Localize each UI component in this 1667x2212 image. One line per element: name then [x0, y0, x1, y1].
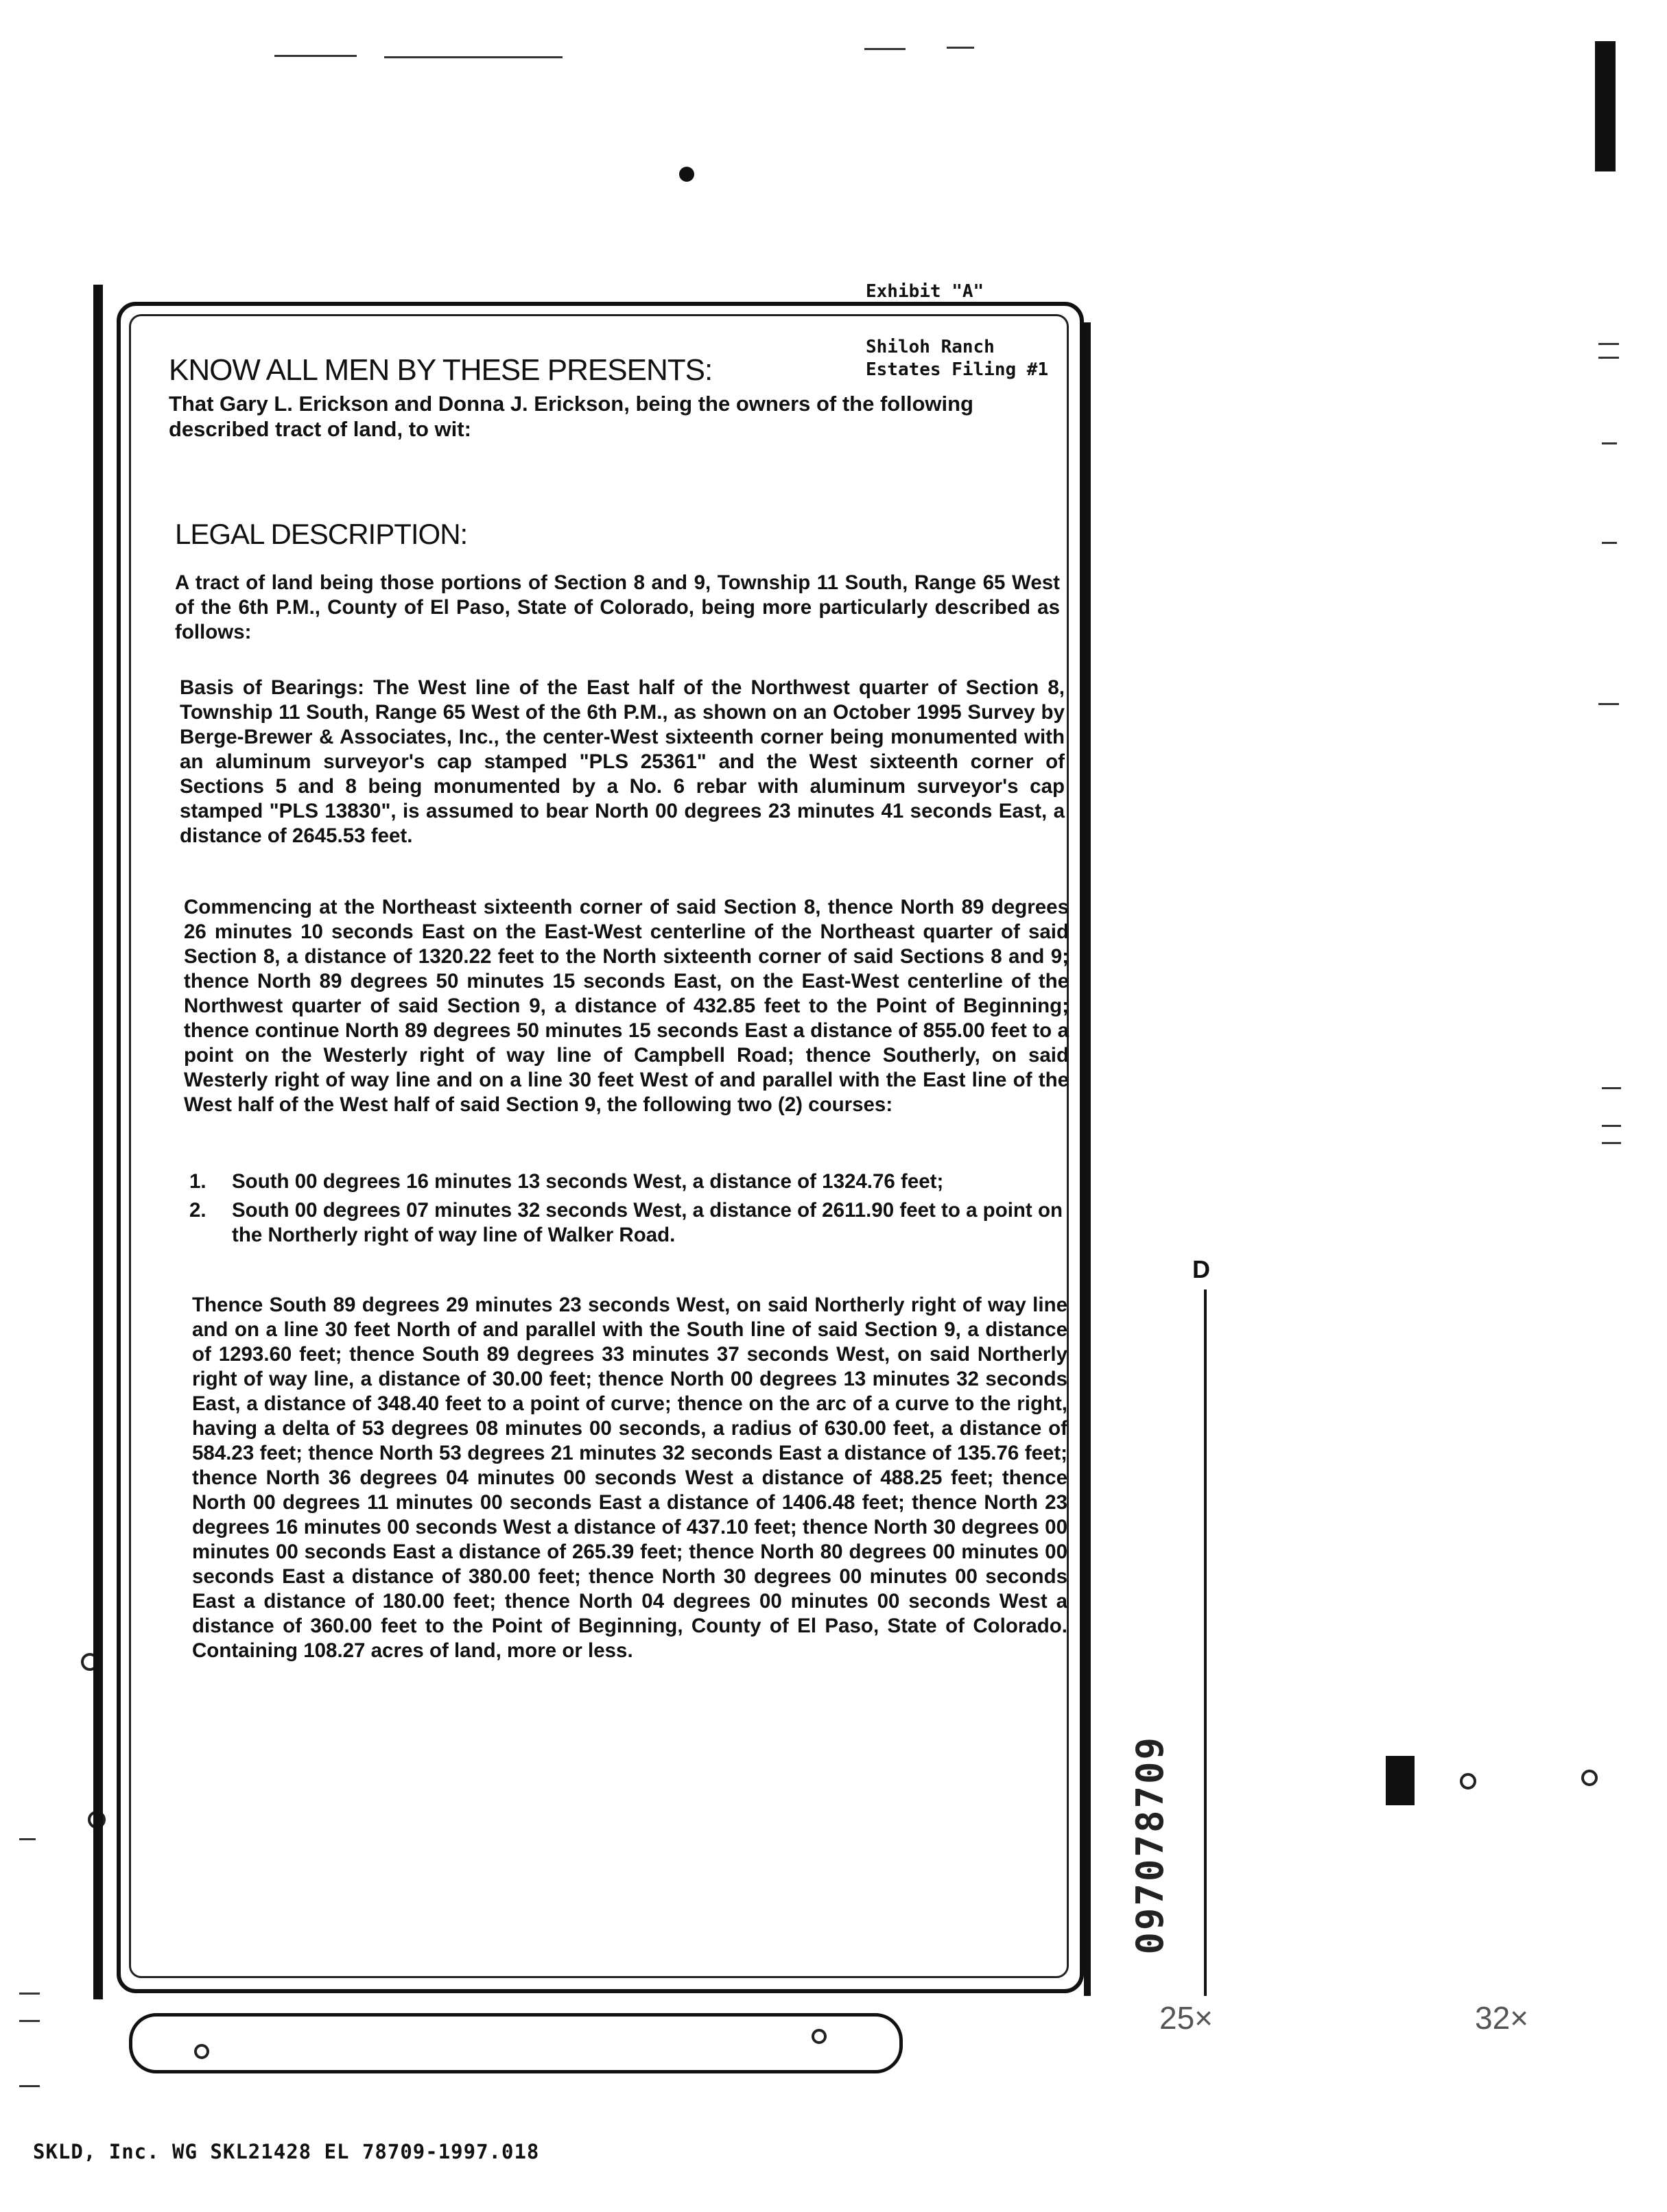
punch-hole-mark	[1581, 1770, 1598, 1786]
course-text: South 00 degrees 16 minutes 13 seconds West, a distance of 1324.76 feet;	[232, 1170, 944, 1193]
margin-rule	[1204, 1289, 1207, 1996]
punch-hole-mark	[1460, 1773, 1476, 1789]
legal-description-heading: LEGAL DESCRIPTION:	[175, 518, 468, 550]
scan-artifact-dash	[1598, 357, 1619, 359]
scan-artifact-dash	[19, 1993, 40, 1995]
thence-paragraph: Thence South 89 degrees 29 minutes 23 seconds West, on said Northerly right of way line and on a line 30 feet North of and parallel with the South line of said Section 9, a distance of 1293.60 feet; thence South 89 degrees 33 minutes 37 seconds West, on said Northerly right of way line, a distance of 30.00 feet; thence North 00 degrees 13 minutes 32 seconds East, a distance of 348.40 feet to a point of curve; thence on the arc of a curve to the right, having a delta of 53 degrees 08 minutes 00 seconds, a radius of 630.00 feet, a distance of 584.23 feet; thence North 53 degrees 21 minutes 32 seconds East a distance of 135.76 feet; thence North 36 degrees 04 minutes 00 seconds West a distance of 488.25 feet; thence North 00 degrees 11 minutes 00 seconds East a distance of 1406.48 feet; thence North 23 degrees 16 minutes 00 seconds West a distance of 437.10 feet; thence North 30 degrees 00 minutes 00 seconds East a distance of 265.39 feet; thence North 80 degrees 00 minutes 00 seconds East a distance of 380.00 feet; thence North 30 degrees 00 minutes 00 seconds East a distance of 180.00 feet; thence North 04 degrees 00 minutes 00 seconds West a distance of 360.00 feet to the Point of Beginning, County of El Paso, State of Colorado. Containing 108.27 acres of land, more or less.	[192, 1294, 1067, 1662]
courses-list	[184, 1169, 1069, 1252]
scan-artifact-dash	[947, 47, 974, 49]
tract-description-paragraph: A tract of land being those portions of Section 8 and 9, Township 11 South, Range 65 West of the 6th P.M., County of El Paso, State of Colorado, being more particularly described as follows:	[175, 571, 1060, 643]
course-text: South 00 degrees 07 minutes 32 seconds West, a distance of 2611.90 feet to a point on the Northerly right of way line of Walker Road.	[232, 1199, 1063, 1246]
basis-of-bearings-paragraph: Basis of Bearings: The West line of the East half of the Northwest quarter of Section 8, Township 11 South, Range 65 West of the 6th P.M., as shown on an October 1995 Survey by Berge-Brewer & Associates, Inc., the center-West sixteenth corner being monumented with an aluminum surveyor's cap stamped "PLS 25361" and the West sixteenth corner of Sections 5 and 8 being monumented by a No. 6 rebar with aluminum surveyor's cap stamped "PLS 13830", is assumed to bear North 00 degrees 23 minutes 41 seconds East, a distance of 2645.53 feet.	[180, 676, 1065, 847]
course-number: 2.	[189, 1199, 206, 1222]
tab-hole-mark	[812, 2029, 827, 2044]
scan-artifact-dash	[1602, 1142, 1621, 1144]
scan-artifact-dot	[679, 167, 694, 182]
commencing-paragraph: Commencing at the Northeast sixteenth corner of said Section 8, thence North 89 degrees 26 minutes 10 seconds East on the East-West centerline of the Northeast quarter of said Section 8, a distance of 1320.22 feet to the North sixteenth corner of said Sections 8 and 9; thence North 89 degrees 50 minutes 15 seconds East, on the East-West centerline of the Northwest quarter of said Section 9, a distance of 432.85 feet to the Point of Beginning; thence continue North 89 degrees 50 minutes 15 seconds East a distance of 855.00 feet to a point on the Westerly right of way line of Campbell Road; thence Southerly, on said Westerly right of way line and on a line 30 feet West of and parallel with the East line of the West half of the West half of said Section 9, the following two (2) courses:	[184, 896, 1069, 1116]
scan-artifact-bar	[1595, 41, 1616, 171]
course-number: 1.	[189, 1170, 206, 1193]
tally-mark-right: 32×	[1475, 2000, 1529, 2036]
scan-artifact-dash	[19, 1838, 36, 1840]
scan-artifact-block	[1386, 1756, 1415, 1805]
filing-label: Shiloh Ranch Estates Filing #1	[866, 337, 1049, 380]
tab-hole-mark	[194, 2044, 209, 2059]
margin-letter: D	[1192, 1255, 1210, 1283]
scan-artifact-dash	[1602, 542, 1617, 544]
scan-artifact-dash	[864, 48, 906, 50]
exhibit-label: Exhibit "A"	[866, 281, 984, 302]
scan-artifact-dash	[1598, 343, 1619, 345]
scan-artifact-dash	[1598, 703, 1619, 705]
scan-artifact-dash	[19, 2085, 40, 2087]
scan-artifact-dash	[1602, 1087, 1621, 1089]
scan-artifact-dash	[384, 56, 563, 58]
frame-left-rule	[93, 285, 103, 1999]
reception-number: 097078709	[1128, 1735, 1172, 1955]
frame-right-rule	[1084, 322, 1091, 1996]
scan-artifact-dash	[1602, 1125, 1621, 1127]
scan-artifact-dash	[274, 55, 357, 57]
document-heading: KNOW ALL MEN BY THESE PRESENTS:	[169, 353, 713, 387]
footer-reference: SKLD, Inc. WG SKL21428 EL 78709-1997.018	[33, 2140, 540, 2163]
list-item	[184, 1198, 1069, 1248]
intro-paragraph: That Gary L. Erickson and Donna J. Erickson, being the owners of the following described tract of land, to wit:	[169, 392, 973, 441]
document-inner-frame	[129, 314, 1069, 1978]
scan-artifact-dash	[19, 2020, 40, 2022]
tally-mark-left: 25×	[1159, 2000, 1214, 2036]
scan-artifact-dash	[1602, 442, 1617, 444]
list-item	[184, 1169, 1069, 1194]
bottom-tab-frame	[129, 2013, 903, 2073]
